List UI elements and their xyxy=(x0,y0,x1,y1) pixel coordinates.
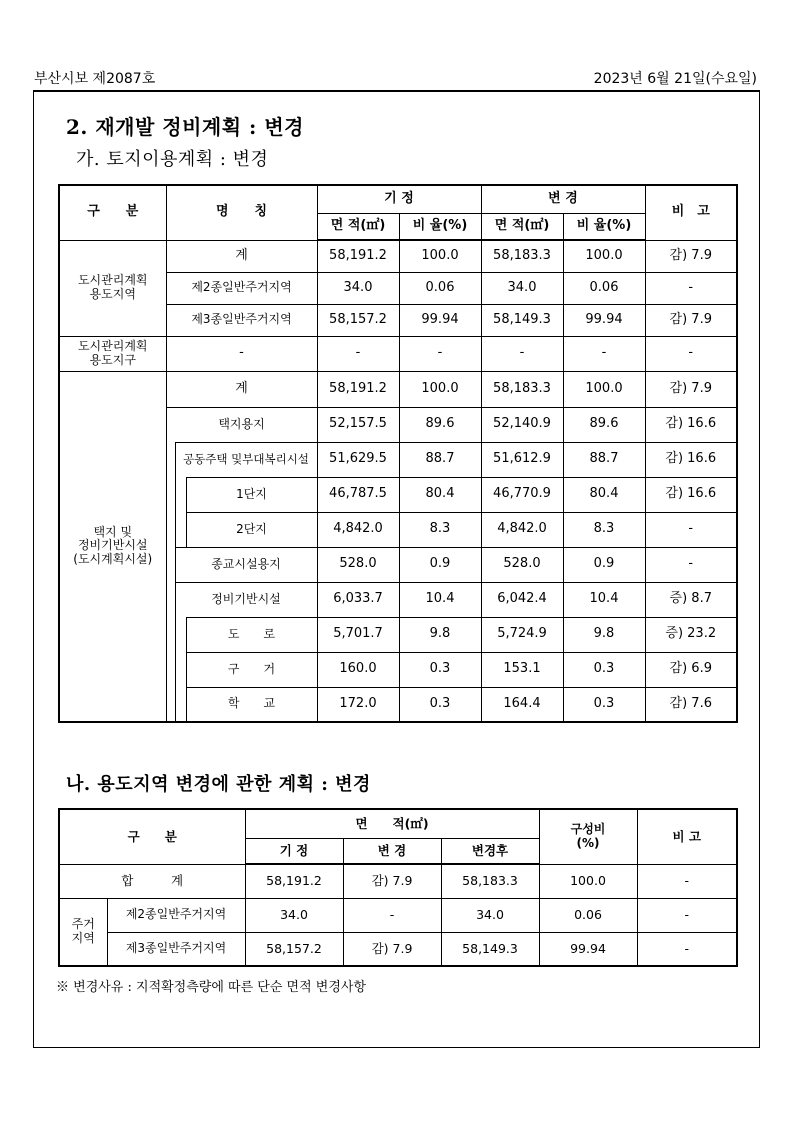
area-change: - xyxy=(343,898,441,932)
area-changed: 4,842.0 xyxy=(481,512,563,547)
area-changed: 5,724.9 xyxy=(481,617,563,652)
area-after: 34.0 xyxy=(441,898,539,932)
row-name: 정비기반시설 xyxy=(175,582,317,617)
area-change: 감) 7.9 xyxy=(343,864,441,898)
area-existing: 52,157.5 xyxy=(317,407,399,442)
header-ratio-existing: 비 율(%) xyxy=(399,213,481,240)
ratio-existing: 80.4 xyxy=(399,477,481,512)
area-changed: 6,042.4 xyxy=(481,582,563,617)
publication-number: 부산시보 제2087호 xyxy=(34,71,156,87)
ratio-existing: 100.0 xyxy=(399,371,481,407)
subsection-title-a: 가. 토지이용계획 : 변경 xyxy=(76,149,269,170)
header-area: 면 적(㎡) xyxy=(245,809,539,838)
remark: 감) 16.6 xyxy=(645,477,737,512)
remark: 감) 6.9 xyxy=(645,652,737,687)
area-changed: 58,149.3 xyxy=(481,304,563,336)
header-gubun: 구 분 xyxy=(59,809,245,864)
area-existing: 172.0 xyxy=(317,687,399,722)
category-district: 도시관리계획 용도지구 xyxy=(59,336,166,371)
remark: 감) 7.9 xyxy=(645,304,737,336)
ratio-existing: 0.06 xyxy=(399,272,481,304)
ratio-existing: 9.8 xyxy=(399,617,481,652)
header-name: 명 칭 xyxy=(166,185,317,240)
land-use-table xyxy=(58,184,738,723)
row-name: 종교시설용지 xyxy=(175,547,317,582)
area-existing: 58,157.2 xyxy=(317,304,399,336)
header-changed: 변 경 xyxy=(481,185,645,213)
ratio-changed: 100.0 xyxy=(563,240,645,272)
row-name: 학 교 xyxy=(186,687,317,722)
header-after: 변경후 xyxy=(441,838,539,864)
remark: - xyxy=(637,864,737,898)
row-name: 제2종일반주거지역 xyxy=(107,898,245,932)
area-changed: 153.1 xyxy=(481,652,563,687)
ratio-changed: 0.06 xyxy=(563,272,645,304)
ratio-changed: 0.3 xyxy=(563,687,645,722)
area-existing: 58,191.2 xyxy=(317,240,399,272)
area-changed: 34.0 xyxy=(481,272,563,304)
ratio-changed: 0.3 xyxy=(563,652,645,687)
indent-spacer xyxy=(166,442,175,582)
area-existing: 51,629.5 xyxy=(317,442,399,477)
ratio-changed: 99.94 xyxy=(563,304,645,336)
header-ratio-changed: 비 율(%) xyxy=(563,213,645,240)
composition-ratio: 0.06 xyxy=(539,898,637,932)
composition-ratio: 99.94 xyxy=(539,932,637,966)
area-after: 58,149.3 xyxy=(441,932,539,966)
area-changed: - xyxy=(481,336,563,371)
remark: - xyxy=(637,898,737,932)
total-label: 합 계 xyxy=(59,864,245,898)
row-name: 제3종일반주거지역 xyxy=(107,932,245,966)
area-changed: 46,770.9 xyxy=(481,477,563,512)
indent-spacer xyxy=(166,582,175,722)
indent-spacer xyxy=(175,477,186,547)
zoning-change-table xyxy=(58,808,738,967)
ratio-existing: 0.9 xyxy=(399,547,481,582)
remark: - xyxy=(645,272,737,304)
header-remark: 비 고 xyxy=(645,185,737,240)
subsection-title-b: 나. 용도지역 변경에 관한 계획 : 변경 xyxy=(66,774,371,795)
area-changed: 52,140.9 xyxy=(481,407,563,442)
row-name: 도 로 xyxy=(186,617,317,652)
category-site: 택지 및 정비기반시설 (도시계획시설) xyxy=(59,371,166,722)
remark: - xyxy=(637,932,737,966)
remark: 감) 16.6 xyxy=(645,442,737,477)
change-reason-note: ※ 변경사유 : 지적확정측량에 따른 단순 면적 변경사항 xyxy=(56,980,367,995)
ratio-changed: 100.0 xyxy=(563,371,645,407)
area-existing: 528.0 xyxy=(317,547,399,582)
row-name: 1단지 xyxy=(186,477,317,512)
row-name: 제3종일반주거지역 xyxy=(166,304,317,336)
row-name: - xyxy=(166,336,317,371)
ratio-changed: 9.8 xyxy=(563,617,645,652)
header-existing: 기 정 xyxy=(245,838,343,864)
ratio-existing: 88.7 xyxy=(399,442,481,477)
indent-spacer xyxy=(175,617,186,722)
ratio-existing: 8.3 xyxy=(399,512,481,547)
row-name: 택지용지 xyxy=(166,407,317,442)
area-existing: 46,787.5 xyxy=(317,477,399,512)
area-existing: 4,842.0 xyxy=(317,512,399,547)
ratio-existing: 0.3 xyxy=(399,687,481,722)
row-name: 계 xyxy=(166,371,317,407)
header-ratio: 구성비 (%) xyxy=(539,809,637,864)
ratio-existing: 89.6 xyxy=(399,407,481,442)
remark: 증) 23.2 xyxy=(645,617,737,652)
row-name: 2단지 xyxy=(186,512,317,547)
header-changed: 변 경 xyxy=(343,838,441,864)
remark: 감) 7.6 xyxy=(645,687,737,722)
ratio-existing: 99.94 xyxy=(399,304,481,336)
ratio-existing: 100.0 xyxy=(399,240,481,272)
area-existing: 34.0 xyxy=(245,898,343,932)
ratio-changed: 80.4 xyxy=(563,477,645,512)
header-gubun: 구 분 xyxy=(59,185,166,240)
ratio-changed: 89.6 xyxy=(563,407,645,442)
area-existing: - xyxy=(317,336,399,371)
ratio-existing: 10.4 xyxy=(399,582,481,617)
ratio-changed: 0.9 xyxy=(563,547,645,582)
area-change: 감) 7.9 xyxy=(343,932,441,966)
header-area-existing: 면 적(㎡) xyxy=(317,213,399,240)
area-existing: 5,701.7 xyxy=(317,617,399,652)
area-after: 58,183.3 xyxy=(441,864,539,898)
remark: 감) 7.9 xyxy=(645,371,737,407)
remark: - xyxy=(645,547,737,582)
remark: 감) 16.6 xyxy=(645,407,737,442)
area-existing: 160.0 xyxy=(317,652,399,687)
residential-group-label: 주거 지역 xyxy=(59,898,107,966)
row-name: 구 거 xyxy=(186,652,317,687)
area-existing: 6,033.7 xyxy=(317,582,399,617)
ratio-changed: - xyxy=(563,336,645,371)
remark: - xyxy=(645,512,737,547)
area-existing: 34.0 xyxy=(317,272,399,304)
area-changed: 51,612.9 xyxy=(481,442,563,477)
ratio-existing: 0.3 xyxy=(399,652,481,687)
area-changed: 528.0 xyxy=(481,547,563,582)
ratio-changed: 8.3 xyxy=(563,512,645,547)
ratio-changed: 10.4 xyxy=(563,582,645,617)
ratio-existing: - xyxy=(399,336,481,371)
area-existing: 58,191.2 xyxy=(317,371,399,407)
remark: 감) 7.9 xyxy=(645,240,737,272)
section-title: 2. 재개발 정비계획 : 변경 xyxy=(66,115,304,139)
remark: 증) 8.7 xyxy=(645,582,737,617)
composition-ratio: 100.0 xyxy=(539,864,637,898)
header-area-changed: 면 적(㎡) xyxy=(481,213,563,240)
publication-date: 2023년 6월 21일(수요일) xyxy=(593,71,757,87)
header-existing: 기 정 xyxy=(317,185,481,213)
header-remark: 비 고 xyxy=(637,809,737,864)
remark: - xyxy=(645,336,737,371)
area-changed: 164.4 xyxy=(481,687,563,722)
row-name: 제2종일반주거지역 xyxy=(166,272,317,304)
area-existing: 58,191.2 xyxy=(245,864,343,898)
area-changed: 58,183.3 xyxy=(481,371,563,407)
row-name: 공동주택 및부대복리시설 xyxy=(175,442,317,477)
category-zone: 도시관리계획 용도지역 xyxy=(59,240,166,336)
area-changed: 58,183.3 xyxy=(481,240,563,272)
row-name: 계 xyxy=(166,240,317,272)
ratio-changed: 88.7 xyxy=(563,442,645,477)
area-existing: 58,157.2 xyxy=(245,932,343,966)
